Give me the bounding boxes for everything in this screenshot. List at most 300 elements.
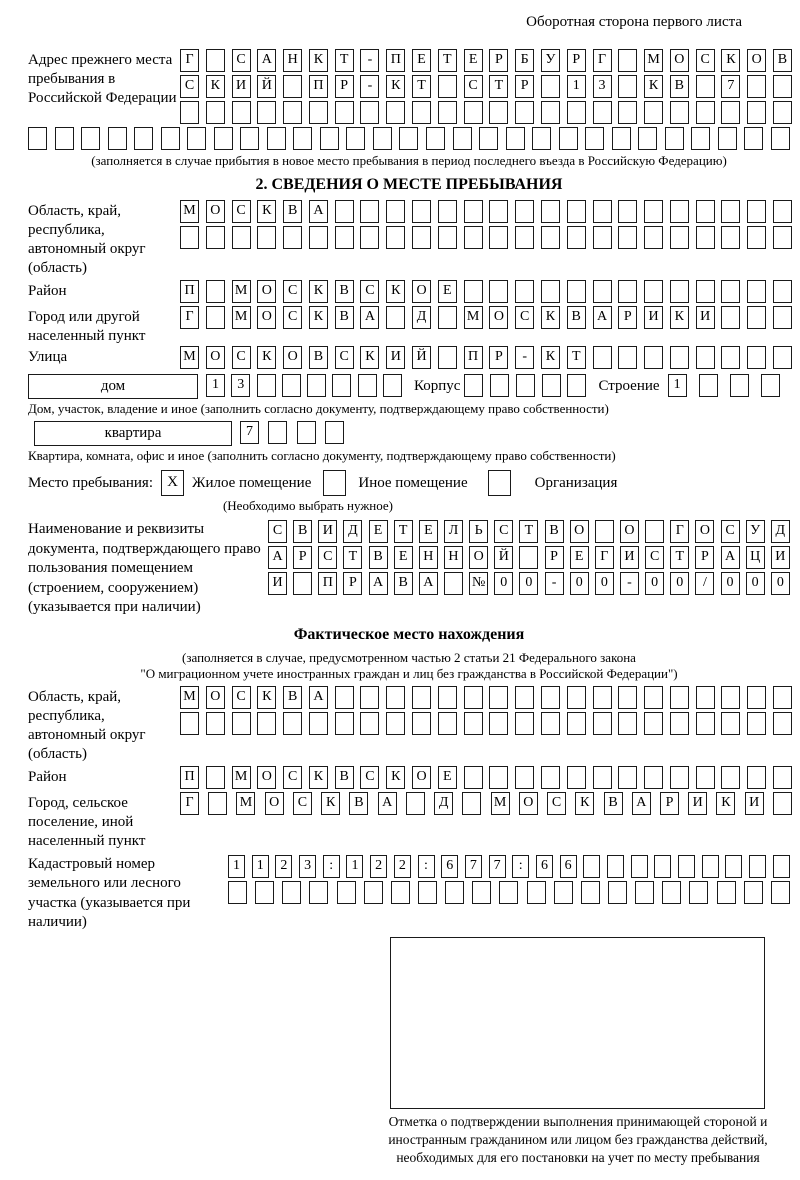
char-box: А [632,792,651,815]
char-box: Р [335,75,354,98]
char-box [257,374,276,397]
char-box [386,101,405,124]
checkbox-organizatsiya [488,470,511,496]
char-box: 2 [370,855,387,878]
char-box [696,712,715,735]
char-box: В [293,520,312,543]
char-box [257,712,276,735]
char-box: 1 [252,855,269,878]
fact-caption-2: "О миграционном учете иностранных граждан и лиц без гражданства в Российской Федерации") [140,665,678,681]
char-box: Д [434,792,453,815]
char-box: К [257,200,276,223]
char-box: С [268,520,287,543]
oblast-label: Область, край, республика, автономный округ (область) [28,203,146,276]
checkbox-zhiloe: X [161,470,184,496]
char-box [644,226,663,249]
char-box [515,766,534,789]
option-zhiloe-label: Жилое помещение [192,475,312,491]
char-box [206,226,225,249]
char-box: О [257,280,276,303]
char-box: Е [438,280,457,303]
char-box: К [309,280,328,303]
char-box [747,306,766,329]
char-box [386,712,405,735]
char-box [644,766,663,789]
char-box [773,280,792,303]
char-box: М [491,792,510,815]
char-box [773,226,792,249]
char-box: И [268,572,287,595]
char-box [670,226,689,249]
char-box: 1 [668,374,687,397]
char-box: О [695,520,714,543]
char-box [406,792,425,815]
char-box [438,346,457,369]
char-box: 2 [394,855,411,878]
char-box: - [515,346,534,369]
char-box: А [360,306,379,329]
char-box [721,712,740,735]
char-box [747,346,766,369]
char-box [644,712,663,735]
char-box [747,226,766,249]
char-box: Н [444,546,463,569]
prev-address-label: Адрес прежнего места пребывания в Российской Федерации [28,52,177,106]
char-box: О [670,49,689,72]
char-box [81,127,100,150]
option-organizatsiya-label: Организация [534,475,618,491]
prev-address-caption: (заполняется в случае прибытия в новое место пребывания в период последнего въезда в Российскую Федерацию) [91,153,727,168]
char-box [747,101,766,124]
char-box: П [180,280,199,303]
dom-caption: Дом, участок, владение и иное (заполнить согласно документу, подтверждающему право собственности) [28,401,609,416]
char-box: Р [660,792,679,815]
char-box: Р [695,546,714,569]
char-box [335,686,354,709]
char-box [360,200,379,223]
char-box-row [180,306,792,329]
char-box [696,686,715,709]
char-box [618,75,637,98]
char-box [593,712,612,735]
char-box [464,200,483,223]
char-box [232,712,251,735]
char-box [206,280,225,303]
stamp-caption: Отметка о подтверждении выполнения принимающей стороной и иностранным гражданином или лицом без гражданства действий, необходимых для его постановки на учет по месту пребывания [388,1113,768,1165]
char-box [542,374,561,397]
char-box [747,712,766,735]
char-box: С [283,766,302,789]
checkbox-inoe [323,470,346,496]
mesto-row [28,470,790,496]
char-box-row [180,792,792,815]
char-box [228,881,247,904]
char-box [180,101,199,124]
char-box [696,226,715,249]
raion-block [28,280,790,306]
char-box: В [349,792,368,815]
char-box [180,712,199,735]
char-box [399,127,418,150]
char-box: И [318,520,337,543]
char-box: Т [438,49,457,72]
char-box: : [323,855,340,878]
char-box: Е [570,546,589,569]
char-box [293,127,312,150]
kvartira-caption: Квартира, комната, офис и иное (заполнить согласно документу, подтверждающему право собственности) [28,448,616,463]
char-box-row [668,374,780,397]
char-box: К [257,686,276,709]
char-box: 7 [240,421,259,444]
char-box [618,200,637,223]
char-box [670,200,689,223]
char-box-row [228,855,790,878]
char-box [670,280,689,303]
char-box: Т [670,546,689,569]
char-box [325,421,344,444]
char-box [670,712,689,735]
char-box [412,712,431,735]
char-box [337,881,356,904]
char-box [519,546,538,569]
char-box [631,855,648,878]
char-box: 6 [441,855,458,878]
char-box: 6 [560,855,577,878]
char-box [479,127,498,150]
char-box [608,881,627,904]
char-box: К [575,792,594,815]
char-box-row [268,546,790,569]
char-box: О [257,766,276,789]
char-box: Т [489,75,508,98]
gorod-block [28,306,790,346]
char-box: Р [489,346,508,369]
char-box: А [378,792,397,815]
char-box: - [360,75,379,98]
char-box [464,374,483,397]
char-box [638,127,657,150]
char-box [567,686,586,709]
char-box [773,75,792,98]
char-box: С [547,792,566,815]
char-box [364,881,383,904]
char-box [541,712,560,735]
char-box [593,200,612,223]
char-box: Й [257,75,276,98]
char-box [206,766,225,789]
char-box [721,346,740,369]
char-box [283,712,302,735]
char-box: Р [489,49,508,72]
char-box: О [747,49,766,72]
char-box-row [180,766,792,789]
char-box: В [545,520,564,543]
char-box: Г [670,520,689,543]
char-box [567,766,586,789]
char-box: В [335,766,354,789]
char-box [360,712,379,735]
char-box [644,280,663,303]
char-box: К [386,75,405,98]
char-box [593,101,612,124]
char-box: А [419,572,438,595]
char-box: - [360,49,379,72]
char-box: К [644,75,663,98]
char-box [567,226,586,249]
fact-caption-1: (заполняется в случае, предусмотренном частью 2 статьи 21 Федерального закона [182,649,636,665]
char-box [567,200,586,223]
char-box: 7 [721,75,740,98]
char-box: С [232,200,251,223]
char-box: Ц [746,546,765,569]
char-box [444,572,463,595]
char-box [438,306,457,329]
char-box: В [283,200,302,223]
char-box: С [180,75,199,98]
char-box: А [721,546,740,569]
char-box: А [593,306,612,329]
fact-gorod-label: Город, сельское поселение, иной населенный пункт [28,794,146,849]
char-box [515,712,534,735]
char-box [773,686,792,709]
char-box: 0 [494,572,513,595]
char-box [670,346,689,369]
char-box: К [309,49,328,72]
char-box [499,881,518,904]
char-box [489,280,508,303]
char-box: А [257,49,276,72]
char-box [721,226,740,249]
char-box [418,881,437,904]
char-box [689,881,708,904]
char-box [773,346,792,369]
char-box: - [620,572,639,595]
char-box [464,712,483,735]
char-box: 6 [536,855,553,878]
char-box [747,75,766,98]
char-box: Е [419,520,438,543]
char-box [373,127,392,150]
char-box: Р [545,546,564,569]
char-box [773,101,792,124]
char-box: М [232,306,251,329]
char-box [268,421,287,444]
char-box [773,792,792,815]
char-box [696,75,715,98]
char-box: К [321,792,340,815]
char-box [240,127,259,150]
char-box: И [688,792,707,815]
char-box: У [746,520,765,543]
char-box [593,226,612,249]
char-box [541,75,560,98]
char-box [721,686,740,709]
char-box-row [240,421,344,444]
char-box [335,712,354,735]
char-box-row [180,346,792,369]
char-box: Е [369,520,388,543]
char-box [282,881,301,904]
char-box: К [541,346,560,369]
stroenie-label: Строение [598,378,660,394]
char-box [386,226,405,249]
char-box [618,766,637,789]
char-box: П [318,572,337,595]
char-box [515,686,534,709]
doc-label: Наименование и реквизиты документа, подтверждающего право пользования помещением (строением, сооружением) (указывается при наличии) [28,521,261,615]
char-box [453,127,472,150]
char-box: С [515,306,534,329]
char-box [644,346,663,369]
kadastr-boxes [228,855,790,907]
char-box [232,101,251,124]
char-box: 0 [519,572,538,595]
char-box: Б [515,49,534,72]
char-box: Л [444,520,463,543]
char-box: М [232,280,251,303]
char-box: С [696,49,715,72]
char-box: М [644,49,663,72]
char-box: А [309,686,328,709]
char-box [206,306,225,329]
char-box: С [232,49,251,72]
char-box [208,792,227,815]
char-box: С [283,306,302,329]
char-box: 3 [593,75,612,98]
char-box: М [232,766,251,789]
char-box-row [180,101,792,124]
char-box [55,127,74,150]
char-box: Т [567,346,586,369]
char-box [773,712,792,735]
char-box [255,881,274,904]
char-box [360,101,379,124]
char-box [214,127,233,150]
char-box: С [494,520,513,543]
char-box: К [721,49,740,72]
char-box [662,881,681,904]
char-box [618,49,637,72]
char-box [464,101,483,124]
char-box: В [567,306,586,329]
char-box: 0 [570,572,589,595]
char-box [773,200,792,223]
char-box [134,127,153,150]
fact-title: Фактическое место нахождения [293,625,525,643]
char-box [593,280,612,303]
char-box: Е [394,546,413,569]
char-box [721,280,740,303]
char-box [595,520,614,543]
char-box [412,101,431,124]
char-box [541,101,560,124]
char-box-row [228,881,790,904]
char-box [187,127,206,150]
char-box: : [418,855,435,878]
fact-raion-block [28,766,790,792]
char-box [607,855,624,878]
char-box: 1 [567,75,586,98]
char-box [696,346,715,369]
char-box [464,226,483,249]
char-box: М [464,306,483,329]
char-box: Е [438,766,457,789]
char-box [332,374,351,397]
char-box [567,374,586,397]
char-box [257,101,276,124]
char-box: П [386,49,405,72]
char-box: 0 [746,572,765,595]
char-box [28,127,47,150]
char-box [696,280,715,303]
char-box [383,374,402,397]
char-box [645,520,664,543]
char-box [489,686,508,709]
char-box: П [180,766,199,789]
char-box: Д [412,306,431,329]
char-box: Г [595,546,614,569]
char-box [391,881,410,904]
char-box [612,127,631,150]
char-box: В [369,546,388,569]
fact-oblast-label: Область, край, республика, автономный округ (область) [28,688,146,762]
char-box [644,686,663,709]
char-box-row [180,226,792,249]
char-box [412,226,431,249]
char-box: Р [343,572,362,595]
char-box [721,766,740,789]
char-box [464,766,483,789]
char-box [464,280,483,303]
char-box: В [773,49,792,72]
char-box [771,881,790,904]
char-box [309,881,328,904]
char-box: О [257,306,276,329]
char-box: Т [343,546,362,569]
mesto-note: (Необходимо выбрать нужное) [222,498,394,513]
char-box [618,101,637,124]
char-box: О [412,766,431,789]
char-box [206,49,225,72]
char-box: И [771,546,790,569]
char-box [515,200,534,223]
char-box [346,127,365,150]
char-box: 1 [346,855,363,878]
char-box: 1 [206,374,225,397]
char-box [747,200,766,223]
char-box [438,226,457,249]
char-box: Г [180,792,199,815]
kvartira-field-label: квартира [34,421,232,446]
ulitsa-label: Улица [28,349,68,365]
char-box: С [721,520,740,543]
char-box: 7 [489,855,506,878]
char-box: В [604,792,623,815]
char-box: 0 [595,572,614,595]
char-box [654,855,671,878]
char-box [773,855,790,878]
char-box [696,101,715,124]
char-box-row [268,572,790,595]
char-box [665,127,684,150]
char-box [747,280,766,303]
char-box [309,226,328,249]
char-box [593,766,612,789]
char-box: С [645,546,664,569]
char-box-row [180,200,792,223]
ulitsa-block [28,346,790,372]
char-box-row [180,49,792,72]
